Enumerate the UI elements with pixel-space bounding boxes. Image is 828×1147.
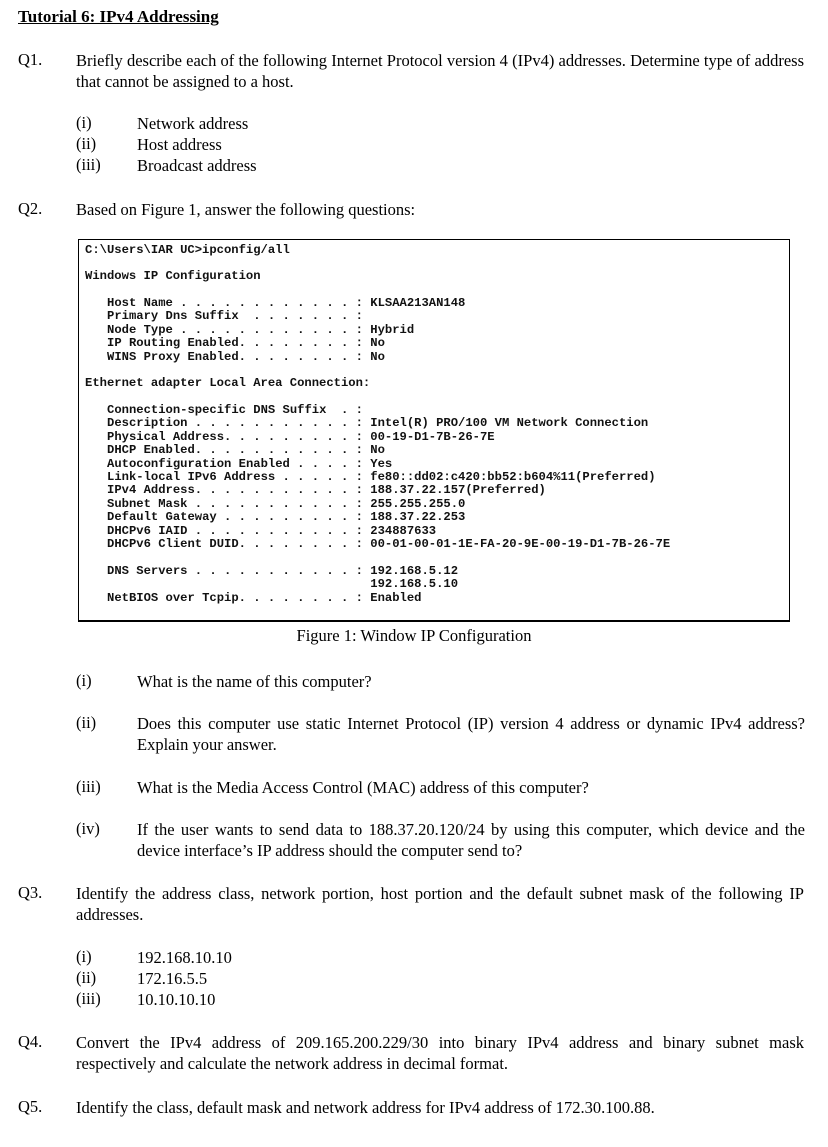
q5-number: Q5. [18,1097,43,1116]
console-adapter-line: Autoconfiguration Enabled . . . . : Yes [107,456,393,471]
console-dns-line: 192.168.5.10 [107,577,459,592]
q3-number: Q3. [18,883,43,902]
q1-number: Q1. [18,50,43,69]
q2-item-text: What is the name of this computer? [137,672,372,691]
q2-text: Based on Figure 1, answer the following questions: [76,200,416,219]
console-adapter-line: DHCP Enabled. . . . . . . . . . . : No [107,443,385,458]
q3-item-text: 10.10.10.10 [137,990,216,1009]
console-adapter-line: Description . . . . . . . . . . . : Intel(R) PRO/100 VM Network Connection [107,416,649,431]
q2-item-label: (ii) [76,713,97,732]
q4-text: Convert the IPv4 address of 209.165.200.229/30 into binary IPv4 address and binary subnet mask respectively and calculate the network address in decimal format. [76,1033,804,1073]
q3-item-text: 192.168.10.10 [137,948,232,967]
q4-number: Q4. [18,1032,43,1051]
q1-item-text: Network address [137,114,249,133]
console-adapter-header: Ethernet adapter Local Area Connection: [85,376,371,390]
q2-item-label: (iv) [76,819,100,838]
q2-number: Q2. [18,199,43,218]
console-adapter-line: DHCPv6 IAID . . . . . . . . . . . : 234887633 [107,523,437,538]
console-adapter-line: Connection-specific DNS Suffix . : [107,403,363,417]
q1-item-text: Broadcast address [137,156,257,175]
console-dns-line: DNS Servers . . . . . . . . . . . : 192.168.5.12 [107,564,459,578]
console-general-line: Primary Dns Suffix . . . . . . . : [107,309,363,324]
figure-caption: Figure 1: Window IP Configuration [296,626,532,645]
q3-item-text: 172.16.5.5 [137,969,208,988]
q2-item-label: (iii) [76,777,101,796]
q5-text: Identify the class, default mask and network address for IPv4 address of 172.30.100.88. [76,1098,655,1117]
q1-item-label: (ii) [76,134,97,153]
q2-item-label: (i) [76,671,92,690]
page-title: Tutorial 6: IPv4 Addressing [18,7,219,26]
console-header: Windows IP Configuration [85,269,261,283]
console-adapter-line: Default Gateway . . . . . . . . . : 188.37.22.253 [107,510,466,525]
q3-item-label: (ii) [76,968,97,987]
q2-item-text: If the user wants to send data to 188.37.20.120/24 by using this computer, which device and the device interface’s IP address should the computer send to? [137,820,805,860]
console-prompt: C:\Users\IAR UC>ipconfig/all [85,243,290,257]
console-adapter-line: Link-local IPv6 Address . . . . . : fe80::dd02:c420:bb52:b604%11(Preferred) [107,470,656,484]
console-adapter-line: DHCPv6 Client DUID. . . . . . . . : 00-01-00-01-1E-FA-20-9E-00-19-D1-7B-26-7E [107,537,671,551]
ipconfig-console-figure [78,239,790,622]
q3-item-label: (i) [76,947,92,966]
q1-item-text: Host address [137,135,222,154]
q3-text: Identify the address class, network portion, host portion and the default subnet mask of the following IP addresses. [76,884,804,924]
q1-text: Briefly describe each of the following Internet Protocol version 4 (IPv4) addresses. Determine type of address that cannot be assigned to a host. [76,51,804,91]
console-adapter-line: IPv4 Address. . . . . . . . . . . : 188.37.22.157(Preferred) [107,483,546,498]
console-general-line: Host Name . . . . . . . . . . . . : KLSAA213AN148 [107,296,466,310]
q1-item-label: (i) [76,113,92,132]
q3-item-label: (iii) [76,989,101,1008]
console-general-line: WINS Proxy Enabled. . . . . . . . : No [107,349,385,364]
console-dns-line: NetBIOS over Tcpip. . . . . . . . : Enabled [107,590,422,605]
q2-item-text: What is the Media Access Control (MAC) address of this computer? [137,778,589,797]
q2-item-text: Does this computer use static Internet Protocol (IP) version 4 address or dynamic IPv4 address? Explain your answer. [137,714,805,754]
console-adapter-line: Subnet Mask . . . . . . . . . . . : 255.255.255.0 [107,496,466,511]
console-general-line: IP Routing Enabled. . . . . . . . : No [107,336,385,351]
console-general-line: Node Type . . . . . . . . . . . . : Hybrid [107,322,415,337]
console-adapter-line: Physical Address. . . . . . . . . : 00-19-D1-7B-26-7E [107,429,495,444]
q1-item-label: (iii) [76,155,101,174]
